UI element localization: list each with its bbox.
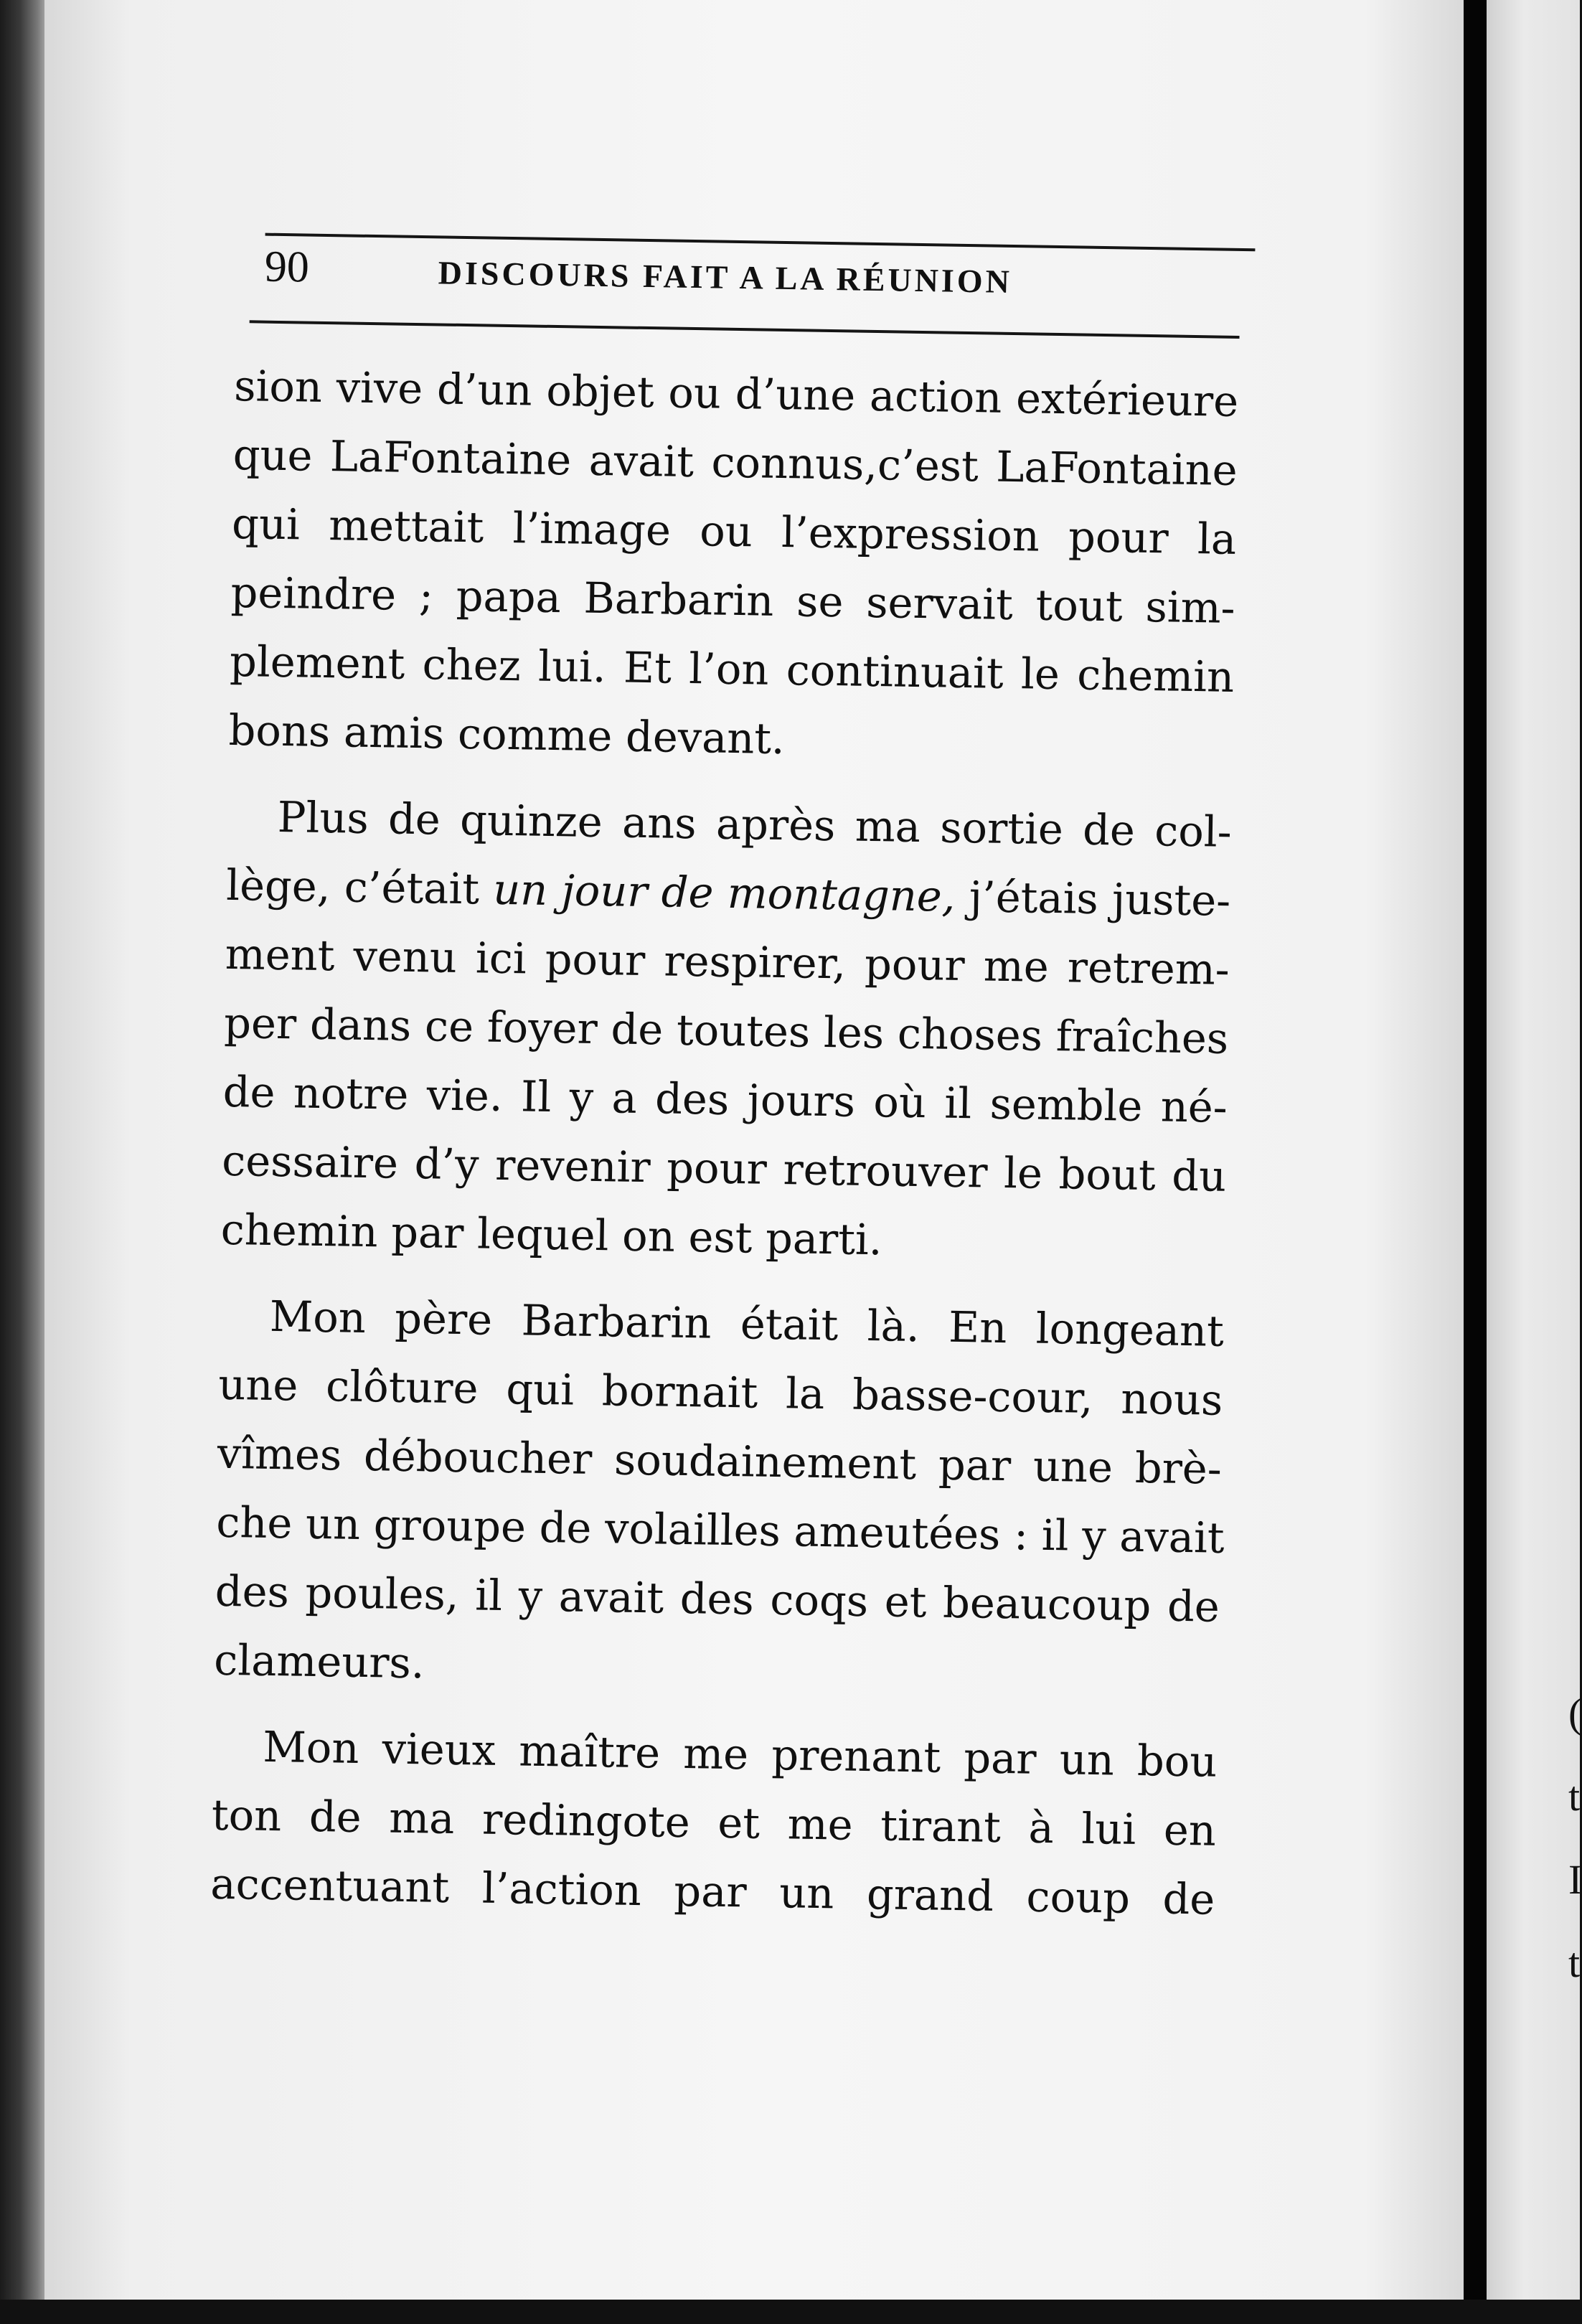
next-page-fragments (1568, 1672, 1582, 2005)
paragraph-3 (214, 1281, 1225, 1711)
text-line: plement chez lui. Et l’on continuait le chemin (229, 636, 1235, 702)
scan-bottom-edge (0, 2300, 1580, 2324)
text-line: che un groupe de volailles ameutées : il y avait (215, 1497, 1225, 1563)
running-head: DISCOURS FAIT A LA RÉUNION (438, 254, 1013, 300)
text-line: Mon père Barbarin était là. En longeant (269, 1291, 1225, 1356)
page-content (209, 215, 1256, 1924)
next-page-char: t (1568, 1939, 1581, 1986)
next-page-char: ( (1568, 1690, 1582, 1736)
text-line: que LaFontaine avait connus,c’est LaFontaine (232, 429, 1238, 495)
paragraph-4 (210, 1712, 1218, 1934)
page-header (235, 215, 1256, 324)
text-line: de notre vie. Il y a des jours où il semble né- (222, 1066, 1228, 1132)
italic-phrase: un jour de montagne, (492, 864, 956, 921)
text-line: chemin par lequel on est parti. (220, 1204, 883, 1265)
header-rule-top (265, 233, 1256, 252)
text-line: vîmes déboucher soudainement par une brè- (217, 1428, 1223, 1494)
next-page-char: I (1568, 1856, 1582, 1903)
text-line: Mon vieux maître me prenant par un bou (262, 1721, 1218, 1787)
text-line: clameurs. (213, 1634, 425, 1688)
body-text (209, 352, 1239, 1952)
text-segment: j’étais juste- (954, 871, 1231, 926)
text-line: ment venu ici pour respirer, pour me retrem- (225, 928, 1230, 994)
text-line: une clôture qui bornait la basse-cour, nous (217, 1359, 1223, 1425)
text-line: per dans ce foyer de toutes les choses fraîches (223, 997, 1229, 1063)
paragraph-2 (220, 782, 1232, 1280)
next-page-edge (1487, 0, 1580, 2324)
page-gutter (1464, 0, 1487, 2324)
text-line: sion vive d’un objet ou d’une action extérieure (233, 360, 1239, 426)
text-line: qui mettait l’image ou l’expression pour la (231, 498, 1237, 564)
text-line: accentuant l’action par un grand coup de (209, 1858, 1215, 1924)
text-line: des poules, il y avait des coqs et beaucoup de (215, 1566, 1220, 1632)
next-page-char: t (1568, 1773, 1581, 1820)
text-line: ton de ma redingote et me tirant à lui en (211, 1789, 1217, 1855)
text-line: bons amis comme devant. (228, 705, 786, 764)
text-line: Plus de quinze ans après ma sortie de col- (277, 792, 1233, 857)
left-binding-shadow (0, 0, 50, 2324)
paragraph-1 (228, 352, 1239, 781)
page-number: 90 (264, 242, 310, 292)
text-segment: lège, c’était (225, 860, 494, 914)
text-line: cessaire d’y revenir pour retrouver le bout du (221, 1135, 1227, 1201)
text-line: peindre ; papa Barbarin se servait tout sim- (230, 567, 1236, 633)
